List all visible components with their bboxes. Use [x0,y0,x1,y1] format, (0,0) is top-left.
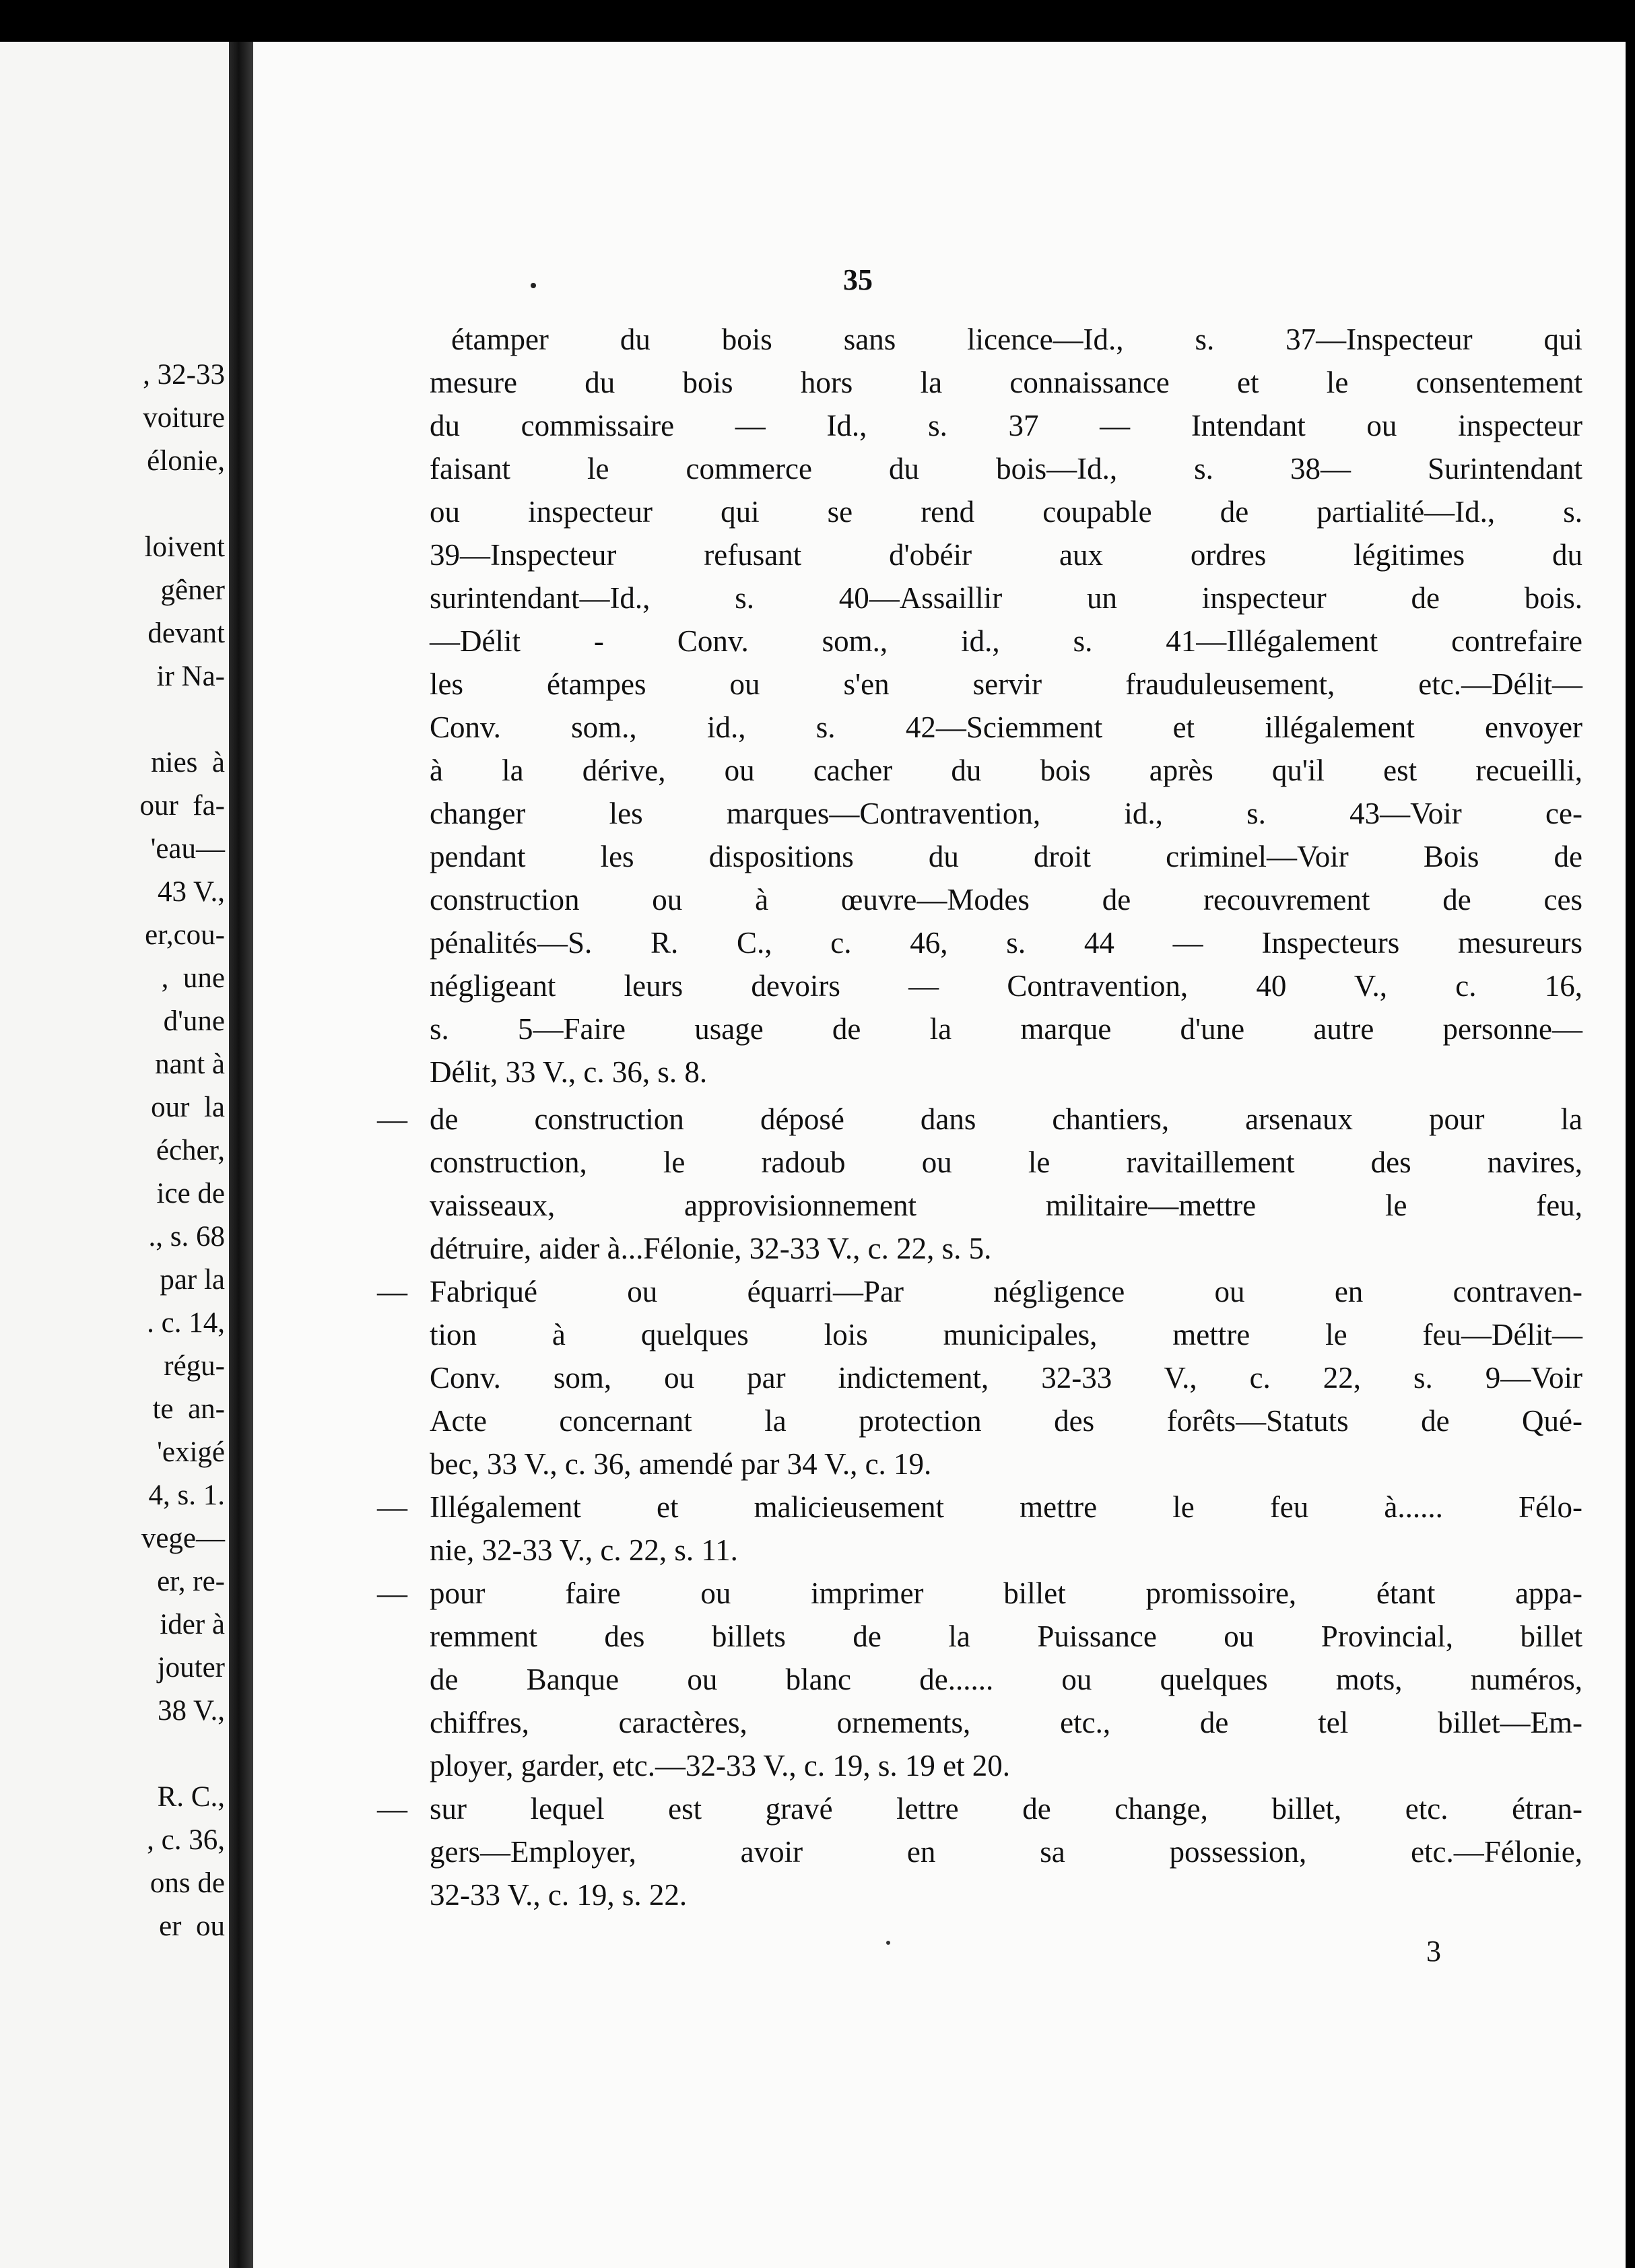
book-gutter [229,42,253,2268]
facing-page-line: our fa- [139,790,225,822]
text-line: faisant le commerce du bois—Id., s. 38— Surintendant [430,452,1582,486]
text-line: 39—Inspecteur refusant d'obéir aux ordres légitimes du [430,538,1582,572]
text-line: pénalités—S. R. C., c. 46, s. 44 — Inspecteurs mesureurs [430,926,1582,960]
ink-dot [886,1941,890,1945]
facing-page-line: , une [161,962,225,994]
entry-line: pour faire ou imprimer billet promissoire, étant appa- [430,1576,1582,1610]
facing-page-line: 43 V., [150,876,225,908]
entry-line: construction, le radoub ou le ravitaillement des navires, [430,1145,1582,1179]
text-line: mesure du bois hors la connaissance et le consentement [430,366,1582,399]
entry-line: tion à quelques lois municipales, mettre le feu—Délit— [430,1318,1582,1352]
facing-page-line: jouter [157,1652,225,1683]
facing-page-line: ir Na- [156,661,225,692]
scan-border-top [0,0,1635,42]
text-line: pendant les dispositions du droit criminel—Voir Bois de [430,840,1582,873]
entry-line: remment des billets de la Puissance ou Provincial, billet [430,1620,1582,1653]
facing-page-line: 4, s. 1. [148,1479,225,1511]
text-line: surintendant—Id., s. 40—Assaillir un inspecteur de bois. [430,581,1582,615]
entry-line: détruire, aider à...Félonie, 32-33 V., c. 22, s. 5. [430,1232,992,1265]
facing-page-line: vege— [141,1523,225,1554]
facing-page-left [0,42,229,2268]
entry-line: Acte concernant la protection des forêts—Statuts de Qué- [430,1404,1582,1438]
scan-border-right [1626,0,1635,2268]
facing-page-line: , c. 36, [147,1824,225,1856]
facing-page-line: 'exigé [157,1436,225,1468]
facing-page-line: 'eau— [150,833,225,865]
facing-page-line: ons de [149,1867,225,1899]
text-line: à la dérive, ou cacher du bois après qu'il est recueilli, [430,754,1582,787]
entry-line: sur lequel est gravé lettre de change, billet, etc. étran- [430,1792,1582,1826]
facing-page-line: devant [147,618,225,649]
text-line: —Délit - Conv. som., id., s. 41—Illégalement contrefaire [430,624,1582,658]
text-line: Délit, 33 V., c. 36, s. 8. [430,1055,708,1089]
facing-page-line: R. C., [157,1781,225,1813]
text-line: construction ou à œuvre—Modes de recouvrement de ces [430,883,1582,916]
entry-dash: — [377,1792,407,1826]
facing-page-line: écher, [156,1135,225,1166]
entry-dash: — [377,1576,407,1610]
entry-line: Conv. som, ou par indictement, 32-33 V., c. 22, s. 9—Voir [430,1361,1582,1395]
facing-page-line: . c. 14, [147,1307,225,1339]
entry-dash: — [377,1102,407,1136]
text-line: les étampes ou s'en servir frauduleusement, etc.—Délit— [430,667,1582,701]
entry-line: de construction déposé dans chantiers, arsenaux pour la [430,1102,1582,1136]
facing-page-line: our la [151,1092,225,1123]
facing-page-line: régu- [164,1350,225,1382]
facing-page-line: er,cou- [145,919,225,951]
facing-page-line: 38 V., [150,1695,225,1727]
facing-page-line: ice de [156,1178,225,1209]
entry-dash: — [377,1275,407,1308]
entry-line: ployer, garder, etc.—32-33 V., c. 19, s. 19 et 20. [430,1749,1011,1782]
entry-line: gers—Employer, avoir en sa possession, etc.—Félonie, [430,1835,1582,1869]
facing-page-line: te an- [152,1393,225,1425]
text-line: ou inspecteur qui se rend coupable de partialité—Id., s. [430,495,1582,529]
entry-line: chiffres, caractères, ornements, etc., de tel billet—Em- [430,1706,1582,1739]
entry-line: Illégalement et malicieusement mettre le feu à...... Félo- [430,1490,1582,1524]
text-line: étamper du bois sans licence—Id., s. 37—Inspecteur qui [451,323,1582,356]
facing-page-line: nies à [151,747,225,778]
facing-page-line: ider à [160,1609,225,1640]
text-line: du commissaire — Id., s. 37 — Intendant ou inspecteur [430,409,1582,442]
entry-line: nie, 32-33 V., c. 22, s. 11. [430,1533,738,1567]
text-line: négligeant leurs devoirs — Contravention, 40 V., c. 16, [430,969,1582,1003]
facing-page-line: ., s. 68 [148,1221,225,1253]
entry-line: bec, 33 V., c. 36, amendé par 34 V., c. 19. [430,1447,932,1481]
text-line: s. 5—Faire usage de la marque d'une autre personne— [430,1012,1582,1046]
facing-page-line: er, re- [157,1566,225,1597]
page-35 [253,42,1626,2268]
facing-page-line: loivent [144,531,225,563]
facing-page-line: , 32-33 [143,359,225,391]
facing-page-line: d'une [156,1005,225,1037]
entry-line: vaisseaux, approvisionnement militaire—mettre le feu, [430,1189,1582,1222]
page-number: 35 [843,263,873,296]
ink-dot [531,283,536,288]
facing-page-line: nant à [155,1048,225,1080]
text-line: changer les marques—Contravention, id., s. 43—Voir ce- [430,797,1582,830]
facing-page-line: par la [160,1264,225,1296]
entry-line: Fabriqué ou équarri—Par négligence ou en contraven- [430,1275,1582,1308]
entry-line: de Banque ou blanc de...... ou quelques mots, numéros, [430,1663,1582,1696]
entry-line: 32-33 V., c. 19, s. 22. [430,1878,688,1912]
signature-mark: 3 [1426,1935,1441,1968]
facing-page-line: gêner [160,574,225,606]
facing-page-line: élonie, [147,445,225,477]
text-line: Conv. som., id., s. 42—Sciemment et illégalement envoyer [430,710,1582,744]
entry-dash: — [377,1490,407,1524]
facing-page-line: voiture [143,402,225,434]
facing-page-line: er ou [159,1910,225,1942]
